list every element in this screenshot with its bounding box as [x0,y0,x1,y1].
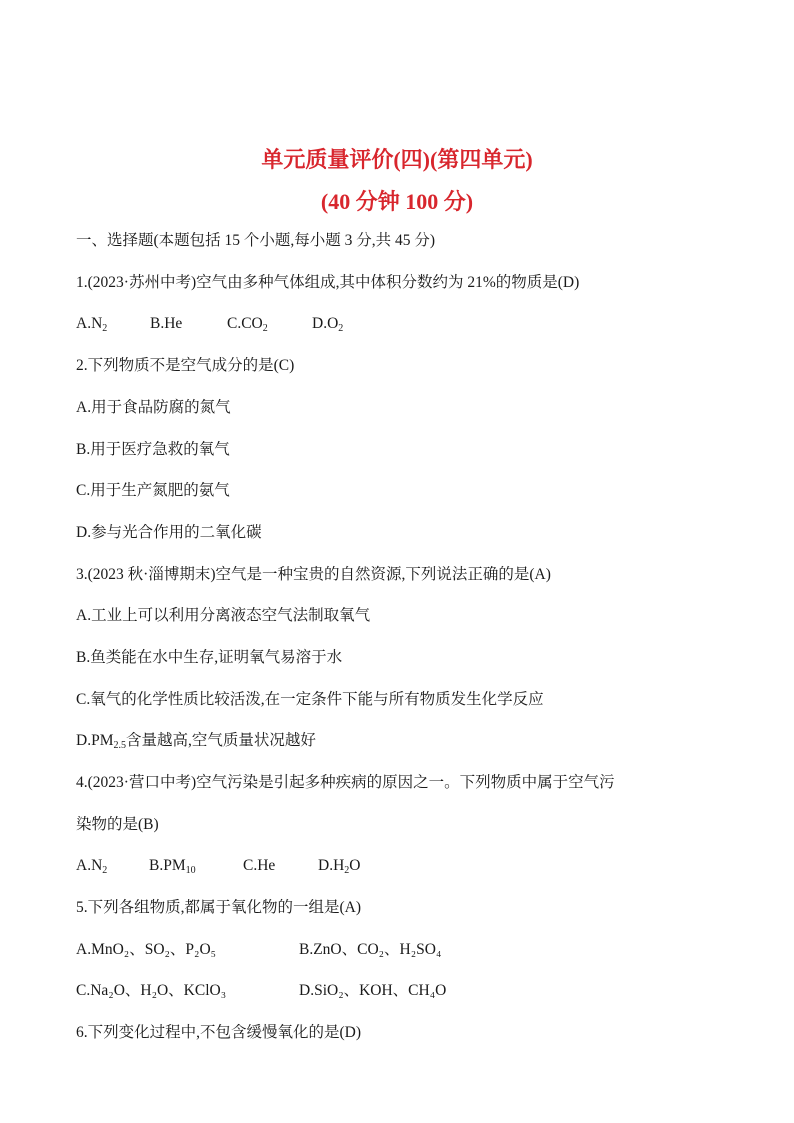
question-4-stem-line-1: 4.(2023·营口中考)空气污染是引起多种疾病的原因之一。下列物质中属于空气污 [76,774,615,791]
question-2-stem: 2.下列物质不是空气成分的是(C) [76,357,295,374]
question-6-stem: 6.下列变化过程中,不包含缓慢氧化的是(D) [76,1024,362,1041]
question-1-options [76,313,343,335]
question-1-option-c: $C.CO_2$ [227,315,268,334]
question-3-option-b: B.鱼类能在水中生存,证明氧气易溶于水 [76,649,343,666]
question-3-option-d: $D.PM_{2.5}$含量越高,空气质量状况越好 [76,732,316,751]
question-1-stem: 1.(2023·苏州中考)空气由多种气体组成,其中体积分数约为 21%的物质是(D) [76,274,580,291]
question-4-option-a: $A.N_2$ [76,857,108,876]
document-subtitle: (40 分钟 100 分) [320,189,474,214]
question-3-stem: 3.(2023 秋·淄博期末)空气是一种宝贵的自然资源,下列说法正确的是(A) [76,566,551,583]
question-4-option-d: $D.H_2O$ [318,857,361,876]
question-2-option-c: C.用于生产氮肥的氨气 [76,482,230,499]
question-1-option-a: $A.N_2$ [76,315,108,334]
question-3-option-c: C.氧气的化学性质比较活泼,在一定条件下能与所有物质发生化学反应 [76,691,544,708]
question-2-option-a: A.用于食品防腐的氮气 [76,399,231,416]
question-5-option-c: C.Na₂O、H₂O、KClO₃ [76,982,227,999]
question-2-option-d: D.参与光合作用的二氧化碳 [76,524,262,541]
question-5-option-d: D.SiO₂、KOH、CH₄O [299,982,447,999]
question-1-option-d: $D.O_2$ [312,315,344,334]
question-4-stem-line-2: 染物的是(B) [76,816,159,833]
question-5-options-row-1 [76,939,441,961]
question-4-option-b: $B.PM_{10}$ [149,857,196,876]
question-5-options-row-2 [76,980,446,1002]
section-heading: 一、选择题(本题包括 15 个小题,每小题 3 分,共 45 分) [76,232,436,249]
question-4-options [76,855,360,877]
question-5-option-b: B.ZnO、CO₂、H₂SO₄ [299,941,442,958]
document-title: 单元质量评价(四)(第四单元) [261,147,533,172]
question-5-stem: 5.下列各组物质,都属于氧化物的一组是(A) [76,899,362,916]
question-2-option-b: B.用于医疗急救的氧气 [76,441,230,458]
question-3-option-a: A.工业上可以利用分离液态空气法制取氧气 [76,607,371,624]
question-4-option-c: C.He [243,857,276,874]
question-5-option-a: A.MnO₂、SO₂、P₂O₅ [76,941,217,958]
question-1-option-b: B.He [150,315,183,332]
